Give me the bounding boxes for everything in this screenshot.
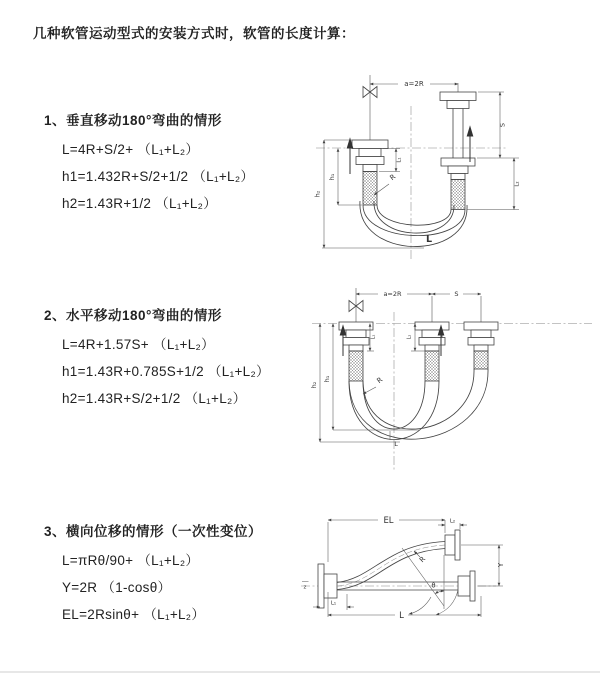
diagram-horizontal-180-bend	[306, 282, 598, 477]
page-title: 几种软管运动型式的安装方式时，软管的长度计算：	[33, 26, 355, 41]
dim-label-y: Y	[497, 562, 505, 568]
dim-label-l: L	[394, 440, 398, 448]
section-1-heading: 1、垂直移动180°弯曲的情形	[44, 113, 222, 128]
formula-line: L=πRθ/90+ （L₁+L₂）	[62, 553, 200, 568]
flange-fittings	[318, 530, 475, 608]
formula-line: L=4R+1.57S+ （L₁+L₂）	[62, 337, 215, 352]
dim-label-r: R	[418, 555, 428, 565]
formula-line: EL=2Rsinθ+ （L₁+L₂）	[62, 607, 206, 622]
formula-line: Y=2R （1-cosθ）	[62, 580, 172, 595]
section-2	[44, 304, 270, 416]
dim-label-h1: h₁	[323, 375, 331, 383]
dim-label-l2: L₂	[449, 518, 456, 525]
section-1	[44, 109, 254, 221]
dim-label-a2r: a=2R	[404, 79, 424, 88]
dim-label-el: EL	[383, 515, 394, 526]
dim-label-l: L	[425, 234, 433, 245]
dim-label-h2: h₂	[310, 381, 318, 389]
dimension-lines	[320, 294, 481, 442]
dim-label-h1: h₁	[328, 173, 336, 181]
dim-label-l2: L₂	[514, 181, 521, 187]
section-2-heading: 2、水平移动180°弯曲的情形	[44, 308, 222, 323]
diagram-vertical-180-bend	[308, 70, 593, 265]
centerline-mark: z	[303, 584, 307, 591]
scan-edge	[0, 671, 600, 673]
diagram-lateral-displacement	[298, 498, 600, 650]
angle-theta-label: θ	[431, 581, 436, 590]
braided-hose-section	[451, 180, 465, 210]
hose-curves	[337, 542, 458, 591]
dim-label-l1: L₁	[330, 600, 337, 607]
dim-label-h2: h₂	[313, 190, 322, 198]
dim-label-r: R	[388, 172, 398, 183]
dim-label-l: L	[399, 610, 404, 621]
dimension-lines	[322, 84, 519, 248]
flange-fittings	[352, 92, 476, 210]
formula-line: h2=1.43R+S/2+1/2 （L₁+L₂）	[62, 391, 247, 406]
section-3	[44, 520, 262, 632]
dim-label-a2r: a=2R	[383, 289, 402, 298]
hose-curves	[349, 369, 488, 440]
braided-hose-section	[474, 351, 488, 369]
section-3-heading: 3、横向位移的情形（一次性变位）	[44, 524, 263, 539]
braided-hose-section	[349, 351, 363, 381]
dim-label-s: S	[498, 122, 507, 128]
dim-label-r: R	[375, 375, 385, 386]
formula-line: h1=1.43R+0.785S+1/2 （L₁+L₂）	[62, 364, 270, 379]
braided-hose-section	[425, 351, 439, 381]
dim-label-l2: L₂	[406, 334, 413, 340]
dim-label-l1: L₁	[396, 157, 403, 163]
formula-line: h1=1.432R+S/2+1/2 （L₁+L₂）	[62, 169, 255, 184]
braided-hose-section	[363, 172, 377, 206]
dim-label-s: S	[454, 289, 459, 298]
centerlines	[313, 106, 506, 260]
dim-label-l1: L₁	[370, 334, 377, 340]
formula-line: L=4R+S/2+ （L₁+L₂）	[62, 142, 200, 157]
formula-line: h2=1.43R+1/2 （L₁+L₂）	[62, 196, 218, 211]
angle-construction	[402, 548, 458, 615]
